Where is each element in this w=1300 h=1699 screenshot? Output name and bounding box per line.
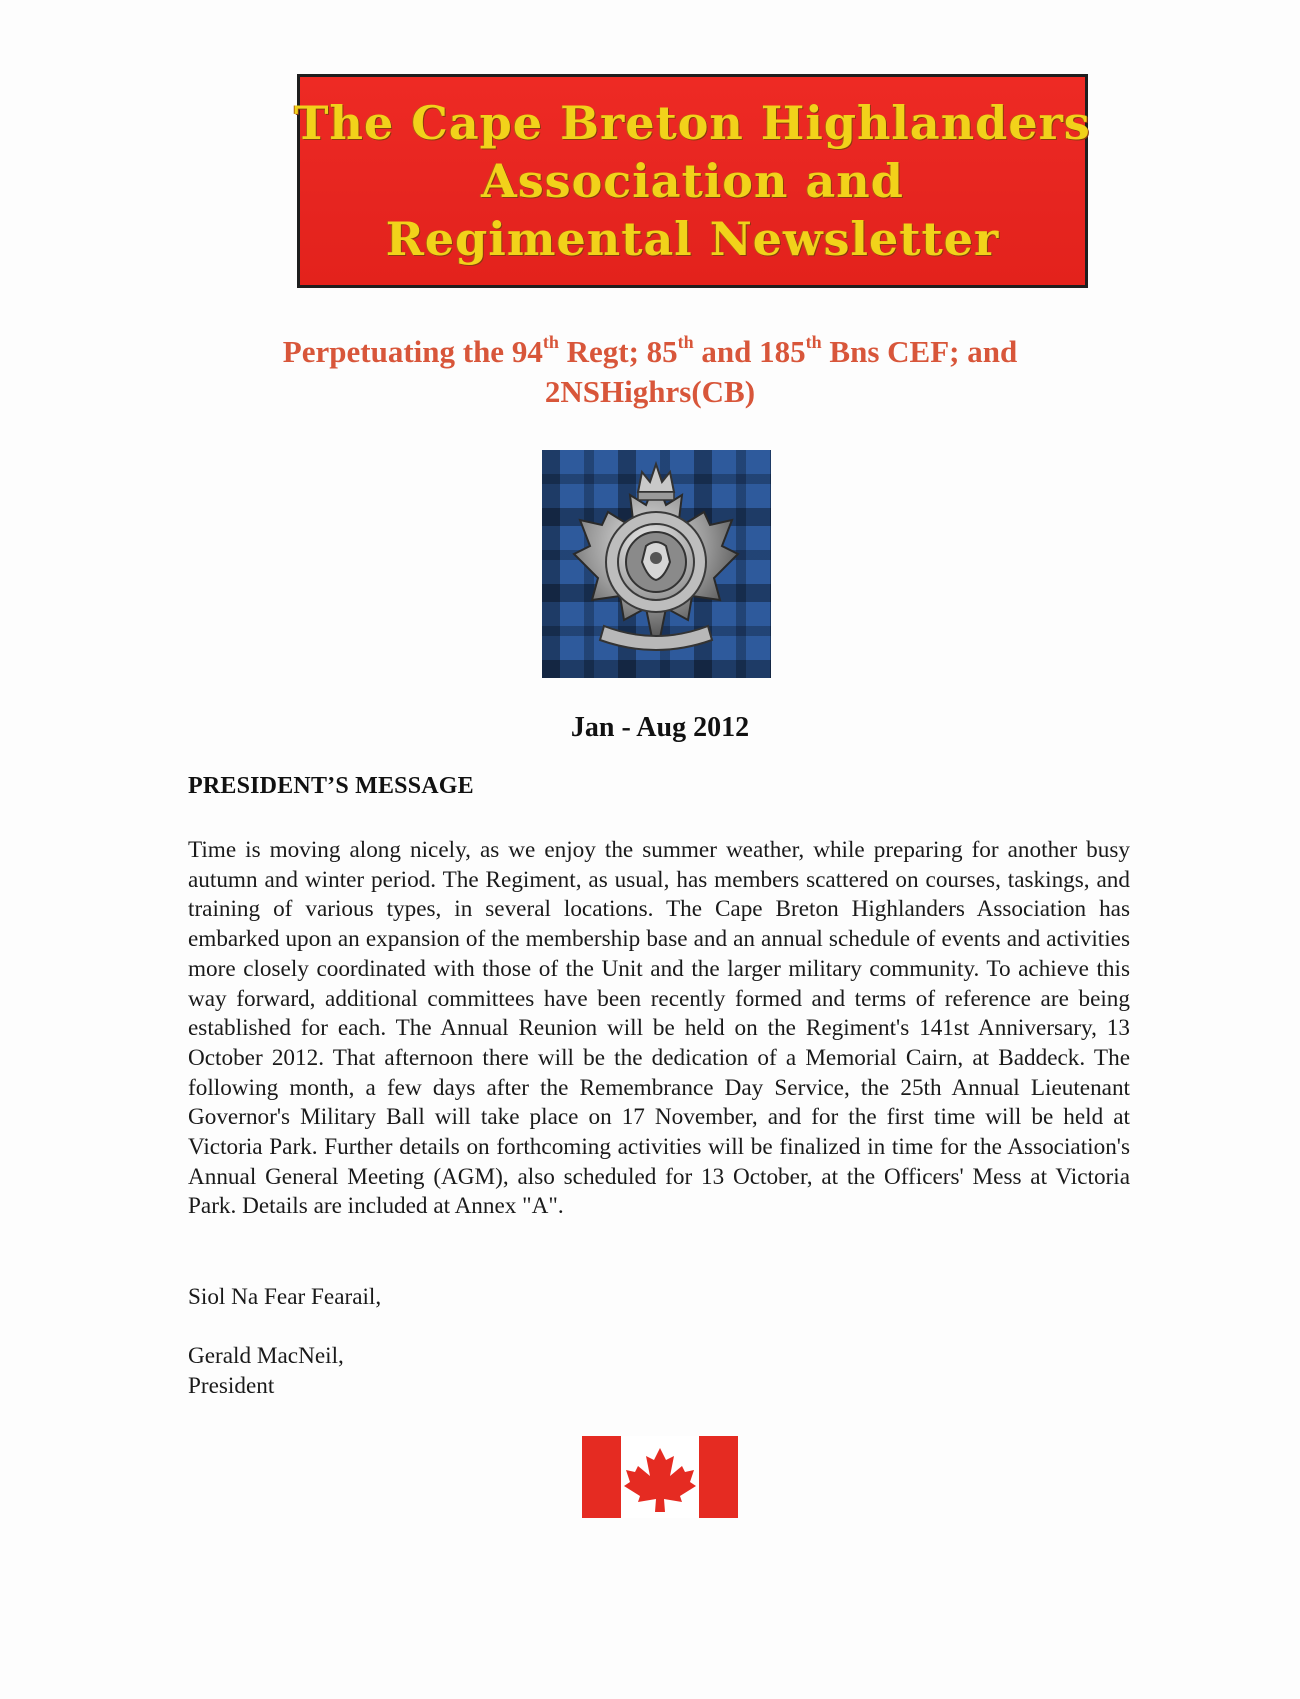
subtitle-sup-2: th [677, 332, 694, 352]
presidents-message-body: Time is moving along nicely, as we enjoy the summer weather, while preparing for another busy autumn and winter period. The Regiment, as usual, has members scattered on courses, taskings, and training of various types, in several locations. The Cape Breton Highlanders Association has embarked upon an expansion of the membership base and an annual schedule of events and activities more closely coordinated with those of the Unit and the larger military community. To achieve this way forward, additional committees have been recently formed and terms of reference are being established for each. The Annual Reunion will be held on the Regiment's 141st Anniversary, 13 October 2012. That afternoon there will be the dedication of a Memorial Cairn, at Baddeck. The following month, a few days after the Remembrance Day Service, the 25th Annual Lieutenant Governor's Military Ball will take place on 17 November, and for the first time will be held at Victoria Park. Further details on forthcoming activities will be finalized in time for the Association's Annual General Meeting (AGM), also scheduled for 13 October, at the Officers' Mess at Victoria Park. Details are included at Annex "A". [188, 837, 1130, 1220]
masthead-title-line-2: Association and [481, 154, 904, 208]
subtitle-line-2: 2NSHighrs(CB) [544, 374, 756, 409]
closing-salutation: Siol Na Fear Fearail, [188, 1284, 382, 1310]
newsletter-masthead [294, 74, 1091, 288]
canada-flag-icon [582, 1436, 738, 1518]
subtitle-line-1 [200, 332, 1100, 372]
subtitle-text-4: Bns CEF; and [821, 334, 1018, 369]
perpetuation-subtitle [200, 332, 1100, 412]
regimental-cap-badge-icon [542, 450, 771, 678]
issue-date: Jan - Aug 2012 [570, 712, 750, 743]
subtitle-sup-3: th [805, 332, 822, 352]
subtitle-text-2: Regt; 85 [558, 334, 678, 369]
regimental-badge-image [542, 450, 771, 678]
subtitle-sup-1: th [542, 332, 559, 352]
signature-name: Gerald MacNeil, [188, 1343, 344, 1369]
masthead-title-line-3: Regimental Newsletter [385, 212, 1000, 266]
subtitle-text-1: Perpetuating the 94 [282, 334, 543, 369]
subtitle-text-3: and 185 [693, 334, 806, 369]
masthead-title-line-1: The Cape Breton Highlanders [294, 96, 1091, 150]
signature-title: President [188, 1373, 275, 1399]
presidents-message-heading: PRESIDENT’S MESSAGE [188, 773, 474, 799]
